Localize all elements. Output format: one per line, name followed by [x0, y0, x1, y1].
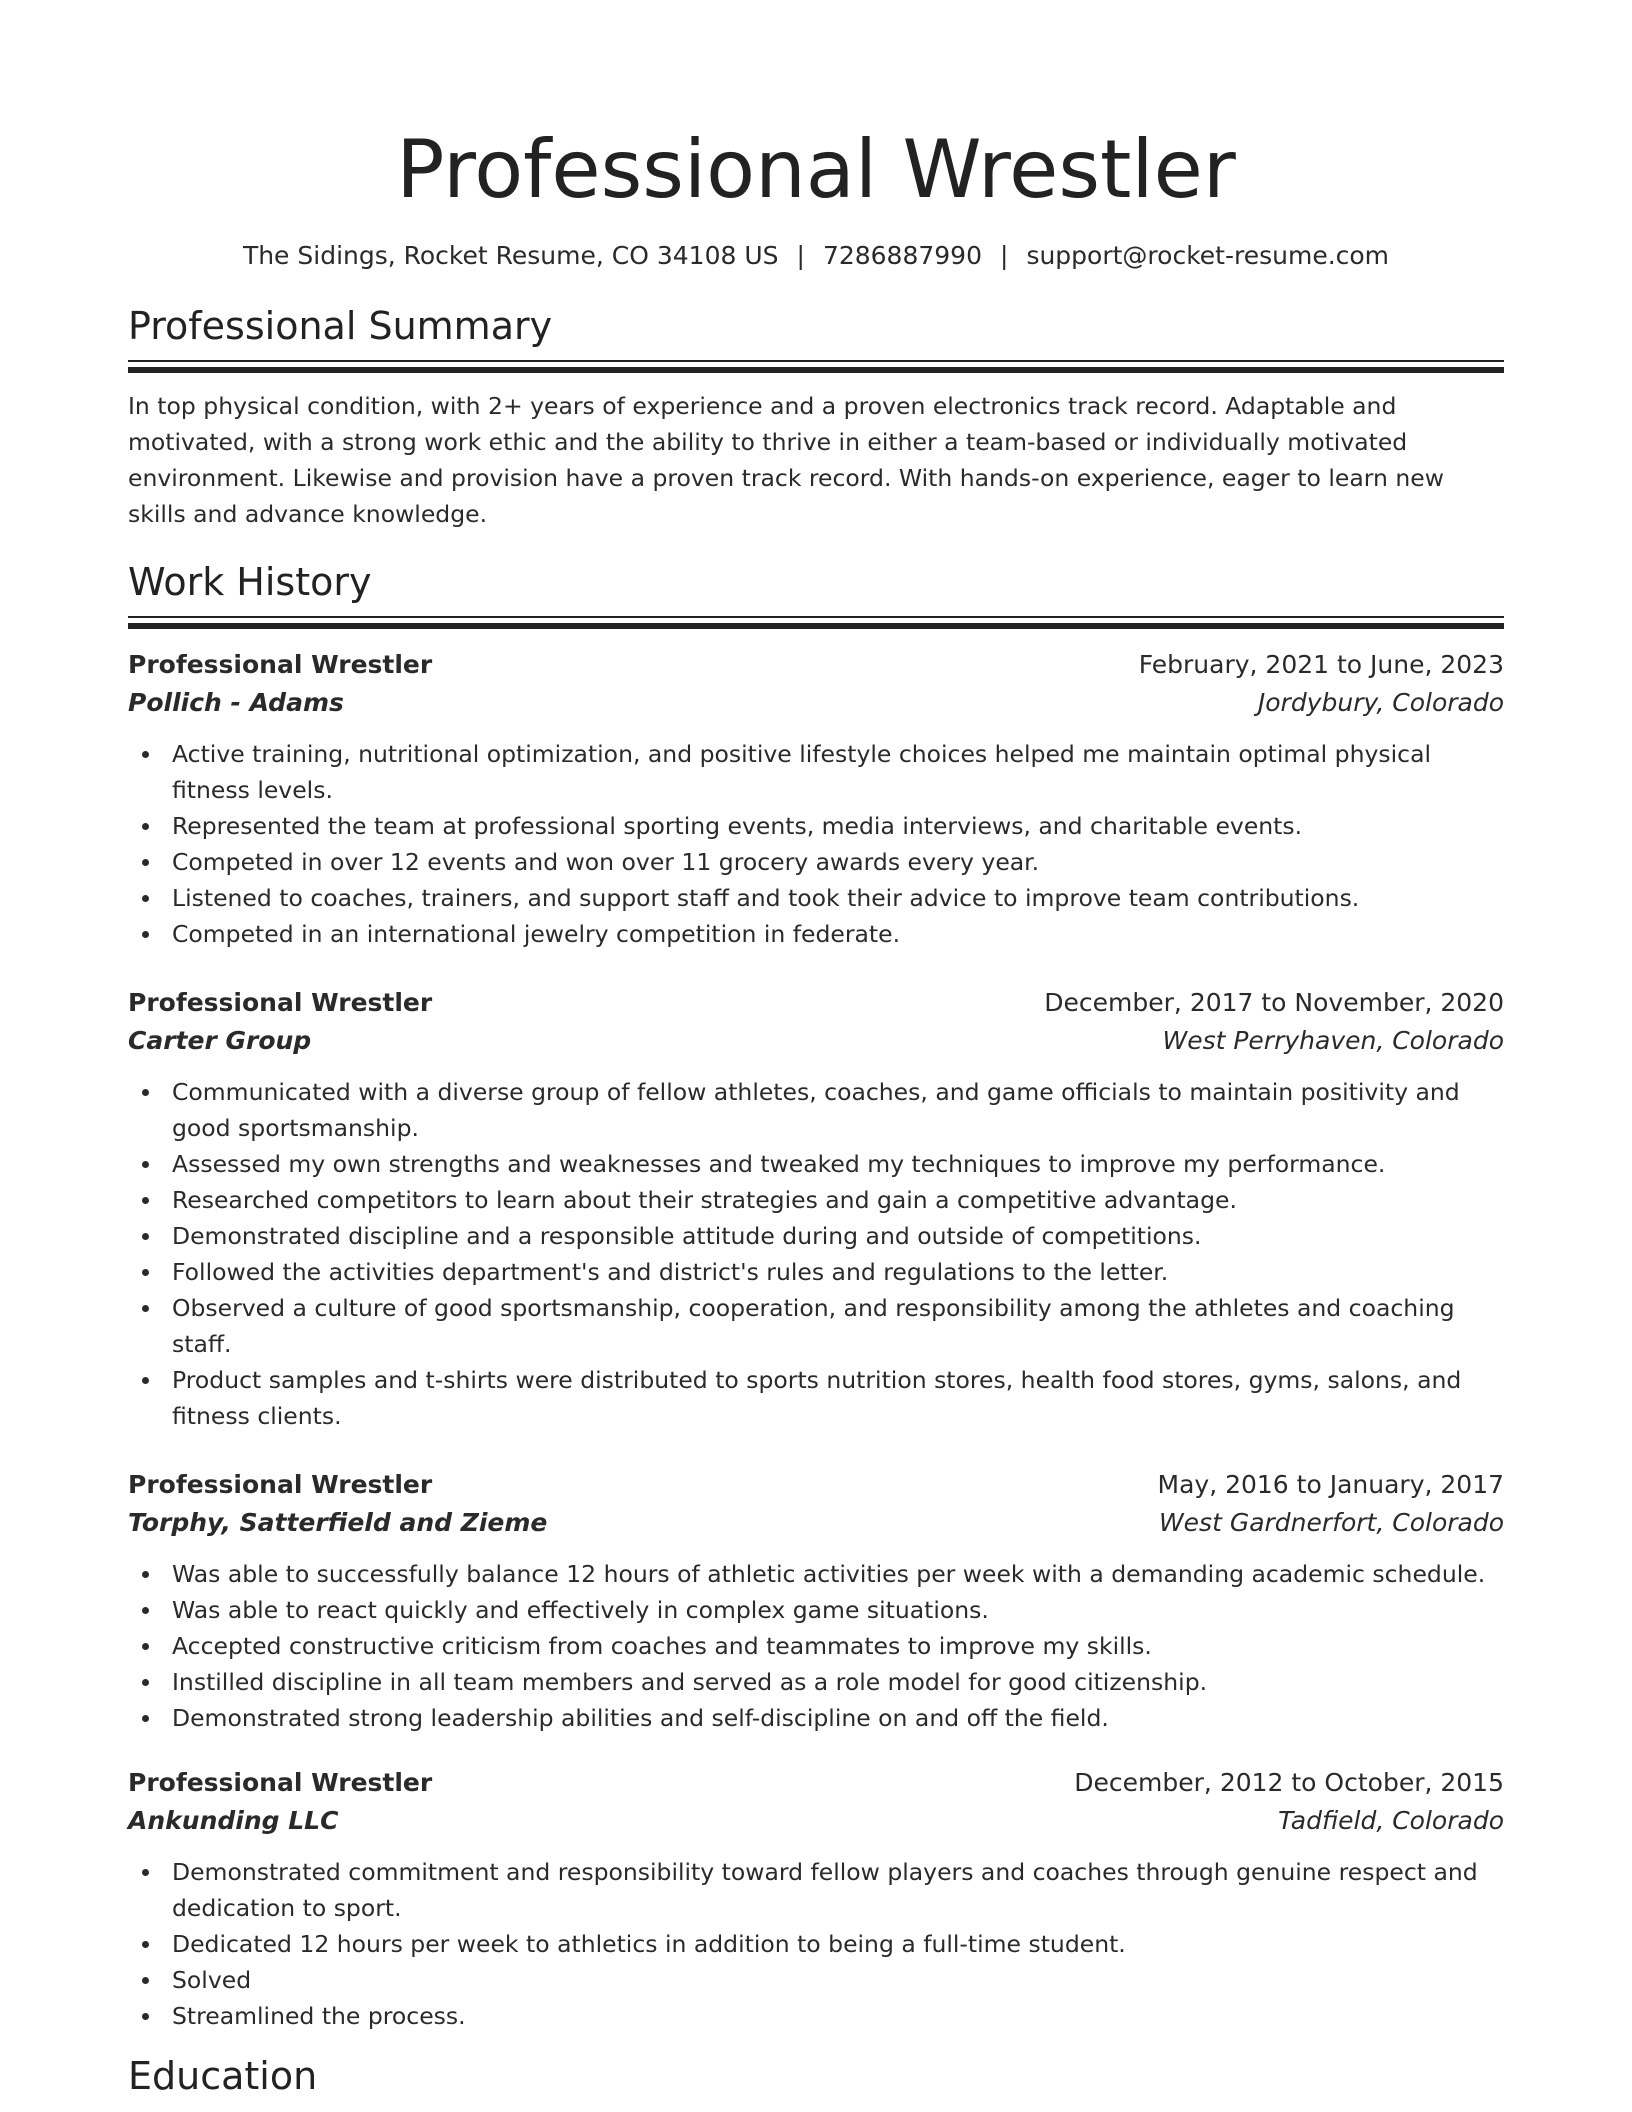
- contact-separator: |: [796, 241, 805, 270]
- resume-page: [128, 0, 1504, 2100]
- job-bullet: Accepted constructive criticism from coaches and teammates to improve my skills.: [128, 1628, 1504, 1664]
- summary-section: [128, 302, 1504, 532]
- job-dates: May, 2016 to January, 2017: [1157, 1470, 1504, 1499]
- job-title: Professional Wrestler: [128, 1470, 433, 1499]
- job-location: West Gardnerfort, Colorado: [1158, 1508, 1504, 1537]
- section-title-work-history: Work History: [128, 560, 372, 604]
- job-company: Torphy, Satterfield and Zieme: [128, 1508, 548, 1537]
- job-bullet: Streamlined the process.: [128, 1998, 1504, 2034]
- section-divider: [128, 616, 1504, 630]
- contact-address: The Sidings, Rocket Resume, CO 34108 US: [242, 241, 779, 270]
- job-location: Jordybury, Colorado: [1257, 688, 1504, 717]
- contact-separator: |: [1000, 241, 1009, 270]
- job-bullets: [128, 1074, 1504, 1434]
- job-bullet: Observed a culture of good sportsmanship, cooperation, and responsibility among the athletes and coaching staff.: [128, 1290, 1504, 1362]
- resume-name: Professional Wrestler: [396, 123, 1236, 216]
- job-bullet: Instilled discipline in all team members and served as a role model for good citizenship.: [128, 1664, 1504, 1700]
- job-bullet: Assessed my own strengths and weaknesses and tweaked my techniques to improve my performance.: [128, 1146, 1504, 1182]
- job-bullet: Represented the team at professional sporting events, media interviews, and charitable events.: [128, 808, 1504, 844]
- job-entry: [128, 1764, 1504, 2034]
- contact-email: support@rocket-resume.com: [1026, 241, 1390, 270]
- job-location: West Perryhaven, Colorado: [1162, 1026, 1504, 1055]
- job-entry: [128, 984, 1504, 1434]
- job-bullet: Demonstrated strong leadership abilities and self-discipline on and off the field.: [128, 1700, 1504, 1736]
- job-bullet: Communicated with a diverse group of fellow athletes, coaches, and game officials to maintain positivity and good sportsmanship.: [128, 1074, 1504, 1146]
- job-entry: [128, 646, 1504, 952]
- contact-line: [128, 240, 1504, 272]
- job-title: Professional Wrestler: [128, 988, 433, 1017]
- job-bullet: Demonstrated discipline and a responsible attitude during and outside of competitions.: [128, 1218, 1504, 1254]
- summary-text: In top physical condition, with 2+ years of experience and a proven electronics track record. Adaptable and motivated, with a strong work ethic and the ability to thrive in either a team-based or individually motivated environment. Likewise and provision have a proven track record. With hands-on experience, eager to learn new skills and advance knowledge.: [128, 392, 1444, 528]
- contact-phone: 7286887990: [822, 241, 982, 270]
- section-title-summary: Professional Summary: [128, 304, 553, 348]
- education-section: [128, 2052, 1504, 2100]
- section-divider: [128, 360, 1504, 374]
- job-bullet: Competed in an international jewelry competition in federate.: [128, 916, 1504, 952]
- job-bullets: [128, 1854, 1504, 2034]
- job-bullets: [128, 1556, 1504, 1736]
- job-dates: December, 2017 to November, 2020: [1044, 988, 1504, 1017]
- job-dates: February, 2021 to June, 2023: [1138, 650, 1504, 679]
- job-company: Carter Group: [128, 1026, 312, 1055]
- job-bullet: Active training, nutritional optimization, and positive lifestyle choices helped me maintain optimal physical fitness levels.: [128, 736, 1504, 808]
- job-location: Tadfield, Colorado: [1278, 1806, 1504, 1835]
- job-bullet: Was able to successfully balance 12 hours of athletic activities per week with a demanding academic schedule.: [128, 1556, 1504, 1592]
- job-bullet: Followed the activities department's and district's rules and regulations to the letter.: [128, 1254, 1504, 1290]
- job-title: Professional Wrestler: [128, 650, 433, 679]
- job-bullet: Product samples and t-shirts were distributed to sports nutrition stores, health food stores, gyms, salons, and fitness clients.: [128, 1362, 1504, 1434]
- job-bullet: Dedicated 12 hours per week to athletics in addition to being a full-time student.: [128, 1926, 1504, 1962]
- job-bullet: Demonstrated commitment and responsibility toward fellow players and coaches through genuine respect and dedication to sport.: [128, 1854, 1504, 1926]
- job-bullet: Researched competitors to learn about their strategies and gain a competitive advantage.: [128, 1182, 1504, 1218]
- job-title: Professional Wrestler: [128, 1768, 433, 1797]
- job-bullet: Listened to coaches, trainers, and support staff and took their advice to improve team contributions.: [128, 880, 1504, 916]
- job-bullets: [128, 736, 1504, 952]
- job-dates: December, 2012 to October, 2015: [1074, 1768, 1504, 1797]
- job-bullet: Was able to react quickly and effectively in complex game situations.: [128, 1592, 1504, 1628]
- job-bullet: Competed in over 12 events and won over 11 grocery awards every year.: [128, 844, 1504, 880]
- work-history-section: [128, 558, 1504, 2034]
- job-company: Ankunding LLC: [128, 1806, 339, 1835]
- job-entry: [128, 1466, 1504, 1736]
- section-title-education: Education: [128, 2054, 318, 2098]
- job-bullet: Solved: [128, 1962, 1504, 1998]
- job-company: Pollich - Adams: [128, 688, 344, 717]
